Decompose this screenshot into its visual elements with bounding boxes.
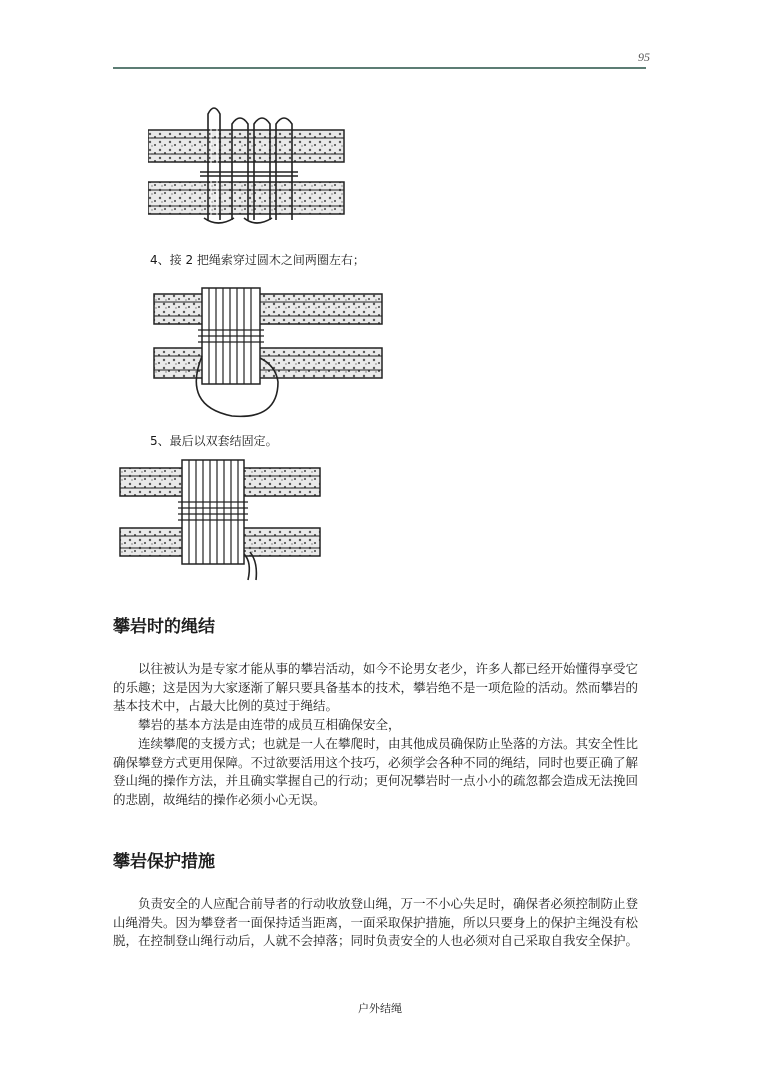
page-footer: 户外结绳 [358,1002,402,1015]
section-heading-climbing-knots: 攀岩时的绳结 [113,617,215,637]
page-number: 95 [638,50,650,64]
paragraph: 攀岩的基本方法是由连带的成员互相确保安全， [138,717,401,733]
header-rule [113,67,646,69]
section-climbing-protection-body [113,895,648,951]
step-5-caption: 5、最后以双套结固定。 [150,434,278,448]
section-climbing-knots-body [113,660,648,810]
paragraph: 连续攀爬的支援方式；也就是一人在攀爬时，由其他成员确保防止坠落的方法。其安全性比确保攀登方式更用保障。不过欲要活用这个技巧，必须学会各种不同的绳结，同时也要正确了解登山绳的操作方法，并且确实掌握自己的行动；更何况攀岩时一点小小的疏忽都会造成无法挽回的悲剧，故绳结的操作必须小心无误。 [113,735,639,807]
section-heading-climbing-protection: 攀岩保护措施 [113,852,215,872]
illustration-step-5-finished-lashing [118,458,324,582]
illustration-step-4-frapping [152,286,384,422]
step-4-caption: 4、接 2 把绳索穿过圆木之间两圈左右； [150,253,365,267]
paragraph: 以往被认为是专家才能从事的攀岩活动，如今不论男女老少，许多人都已经开始懂得享受它的乐趣；这是因为大家逐渐了解只要具备基本的技术，攀岩绝不是一项危险的活动。然而攀岩的基本技术中，占最大比例的莫过于绳结。 [113,661,639,714]
paragraph: 负责安全的人应配合前导者的行动收放登山绳，万一不小心失足时，确保者必须控制防止登山绳滑失。因为攀登者一面保持适当距离，一面采取保护措施，所以只要身上的保护主绳没有松脱，在控制登山绳行动后，人就不会掉落；同时负责安全的人也必须对自己采取自我安全保护。 [113,896,639,949]
illustration-step-3-rope-loops [148,100,348,230]
